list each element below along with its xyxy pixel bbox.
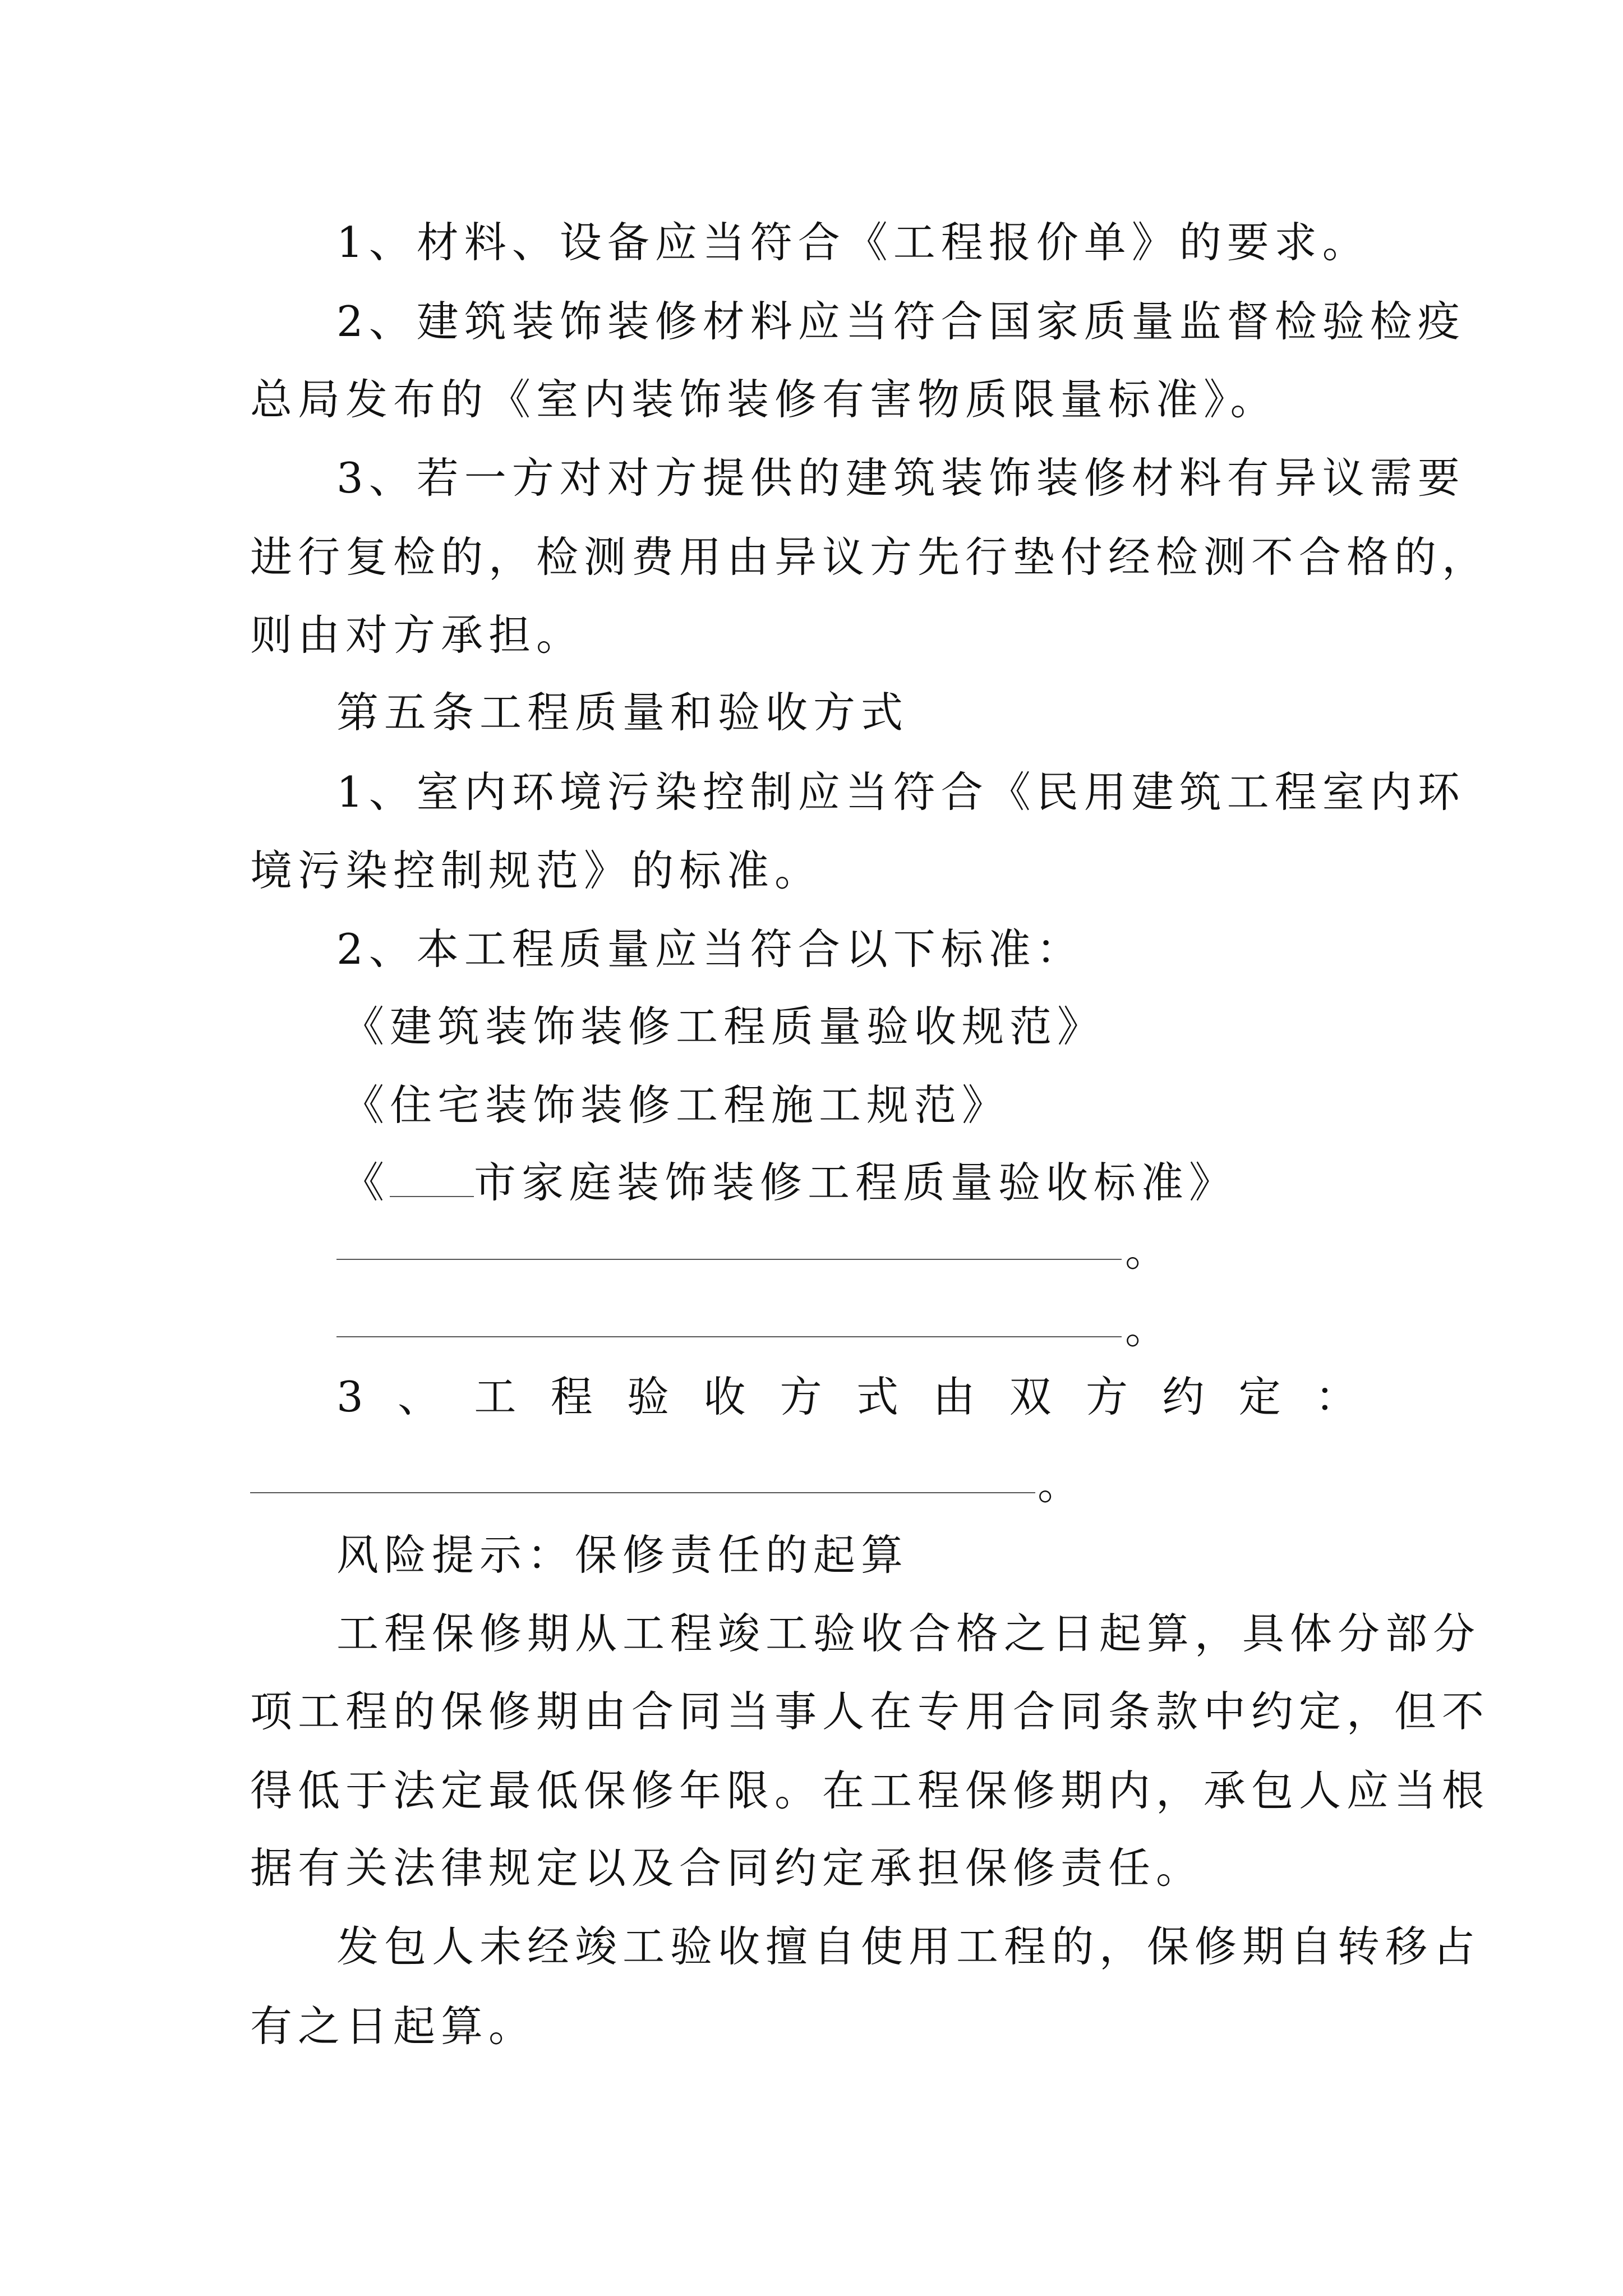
quality-clause-3-line-1 [336, 1369, 1357, 1425]
char-2: 工 [474, 1372, 517, 1421]
materials-clause-3-line-1: 3、若一方对对方提供的建筑装饰装修材料有异议需要 [336, 453, 1465, 503]
char-6: 方 [780, 1372, 822, 1421]
char-11: 约 [1162, 1372, 1205, 1421]
materials-clause-2-line-2: 总局发布的《室内装饰装修有害物质限量标准》。 [250, 375, 1278, 424]
materials-clause-2-line-1: 2、建筑装饰装修材料应当符合国家质量监督检验检疫 [336, 297, 1465, 346]
quality-clause-1-line-2: 境污染控制规范》的标准。 [250, 846, 823, 895]
char-1: 、 [398, 1372, 440, 1421]
standard-3-title: 市家庭装饰装修工程质量验收标准》 [474, 1158, 1237, 1207]
materials-clause-1: 1、材料、设备应当符合《工程报价单》的要求。 [336, 218, 1370, 267]
city-blank [390, 1161, 474, 1197]
materials-clause-3-line-2: 进行复检的，检测费用由异议方先行垫付经检测不合格的， [250, 532, 1490, 582]
char-13: ： [1315, 1372, 1357, 1421]
char-5: 收 [703, 1372, 746, 1421]
risk-paragraph-2-line-2: 有之日起算。 [250, 2001, 537, 2051]
materials-clause-3-line-3: 则由对方承担。 [250, 610, 584, 660]
standard-1: 《建筑装饰装修工程质量验收规范》 [342, 1002, 1105, 1051]
standard-3-open-bracket: 《 [342, 1158, 390, 1207]
quality-clause-2: 2、本工程质量应当符合以下标准： [336, 924, 1084, 974]
blank-standard-line-2 [336, 1336, 1122, 1337]
quality-clause-1-line-1: 1、室内环境污染控制应当符合《民用建筑工程室内环 [336, 767, 1465, 817]
period-1: 。 [1125, 1226, 1168, 1276]
risk-paragraph-1-line-3: 得低于法定最低保修年限。在工程保修期内，承包人应当根 [250, 1766, 1490, 1815]
risk-heading: 风险提示：保修责任的起算 [336, 1530, 909, 1580]
period-2: 。 [1125, 1304, 1168, 1353]
char-9: 双 [1009, 1372, 1052, 1421]
risk-paragraph-1-line-2: 项工程的保修期由合同当事人在专用合同条款中约定，但不 [250, 1687, 1490, 1736]
risk-paragraph-1-line-1: 工程保修期从工程竣工验收合格之日起算，具体分部分 [336, 1609, 1481, 1658]
article-5-heading: 第五条工程质量和验收方式 [336, 688, 909, 737]
char-10: 方 [1085, 1372, 1128, 1421]
standard-2: 《住宅装饰装修工程施工规范》 [342, 1080, 1010, 1130]
period-3: 。 [1038, 1460, 1080, 1509]
risk-paragraph-1-line-4: 据有关法律规定以及合同约定承担保修责任。 [250, 1843, 1204, 1893]
char-4: 验 [627, 1372, 670, 1421]
blank-acceptance-method [250, 1492, 1035, 1493]
char-3: 程 [550, 1372, 593, 1421]
risk-paragraph-2-line-1: 发包人未经竣工验收擅自使用工程的，保修期自转移占 [336, 1922, 1481, 1971]
standard-3 [342, 1154, 1237, 1211]
char-7: 式 [856, 1372, 899, 1421]
char-8: 由 [933, 1372, 975, 1421]
char-12: 定 [1238, 1372, 1281, 1421]
char-0: 3 [336, 1372, 363, 1421]
blank-standard-line-1 [336, 1259, 1122, 1260]
